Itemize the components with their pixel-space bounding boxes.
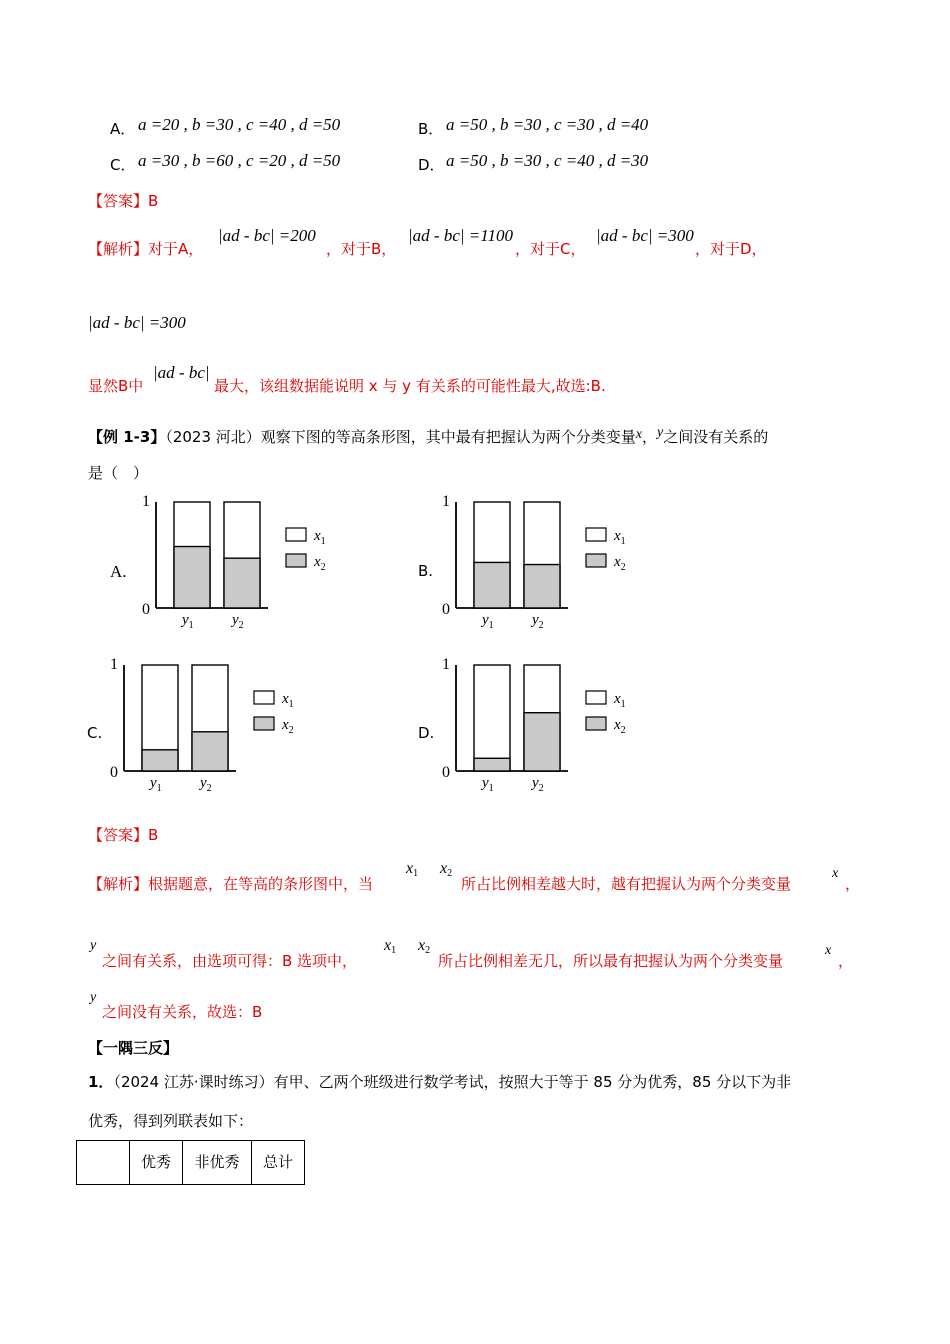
x-tick-label: $y_1$ (482, 612, 494, 631)
legend-swatch-x2 (586, 717, 606, 730)
example-tag: 【例 1-3】 (88, 428, 166, 446)
option-d-text: a =50 , b =30 , c =40 , d =30 (446, 151, 649, 170)
analysis-1-for-c: ，对于C， (515, 240, 586, 258)
chart-b-option: B. (418, 562, 434, 580)
legend-swatch-x1 (254, 691, 274, 704)
problem-1-text1: （2024 江苏·课时练习）有甲、乙两个班级进行数学考试，按照大于等于 85 分为优秀，85 分以下为非 (113, 1073, 792, 1091)
legend-swatch-x2 (286, 554, 306, 567)
analysis-2-x2: $x_2$ (440, 860, 453, 879)
option-a-label: A． (110, 120, 136, 138)
example-sep: ， (642, 428, 658, 446)
example-line1: （2023 河北）观察下图的等高条形图，其中最有把握认为两个分类变量 (165, 428, 636, 446)
x-tick-label: $y_2$ (232, 612, 244, 631)
x-tick-label: $y_1$ (482, 775, 494, 794)
bar-x2 (192, 732, 228, 771)
y-tick-label: 0 (110, 764, 118, 781)
y-tick-label: 0 (142, 601, 150, 618)
legend-label-x2: $x_2$ (314, 554, 326, 573)
analysis-2-l2-b: 所占比例相差无几，所以最有把握认为两个分类变量 (438, 952, 784, 970)
chart-d (438, 653, 626, 794)
y-tick-label: 0 (442, 601, 450, 618)
table-header-total: 总计 (252, 1141, 305, 1185)
analysis-2-l2-comma: ， (838, 952, 854, 970)
x-tick-label: $y_2$ (200, 775, 212, 794)
x-tick-label: $y_1$ (182, 612, 194, 631)
bar-x2 (524, 565, 560, 608)
x-tick-label: $y_2$ (532, 775, 544, 794)
problem-1-number: 1． (88, 1073, 114, 1091)
chart-a-option: A. (110, 562, 127, 581)
table-header-row (77, 1141, 305, 1185)
analysis-1-for-d: ，对于D， (695, 240, 767, 258)
option-c-text: a =30 , b =60 , c =20 , d =50 (138, 151, 341, 170)
option-c-label: C． (110, 156, 136, 174)
example-var-x: x (635, 427, 642, 442)
analysis-1-expr-a: |ad - bc| =200 (218, 226, 316, 245)
analysis-2-l1-mid: 所占比例相差越大时，越有把握认为两个分类变量 (461, 875, 792, 893)
bar-x2 (474, 758, 510, 771)
chart-a (138, 490, 326, 631)
analysis-1-expr-d: |ad - bc| =300 (88, 313, 186, 332)
legend-label-x2: $x_2$ (282, 717, 294, 736)
analysis-2-l2-x2: $x_2$ (418, 937, 431, 956)
legend-swatch-x2 (254, 717, 274, 730)
x-tick-label: $y_1$ (150, 775, 162, 794)
bar-x1 (474, 665, 510, 771)
analysis-2-l2-x: x (825, 943, 832, 958)
legend-swatch-x1 (586, 528, 606, 541)
legend-label-x1: $x_1$ (614, 528, 626, 547)
analysis-2-l3-y: y (90, 990, 97, 1005)
y-tick-label: 0 (442, 764, 450, 781)
legend-label-x2: $x_2$ (614, 717, 626, 736)
example-line2: 是（ ） (88, 464, 149, 482)
analysis-1-expr-c: |ad - bc| =300 (596, 226, 694, 245)
legend-label-x1: $x_1$ (614, 691, 626, 710)
analysis-2-l2-x1: $x_1$ (384, 937, 397, 956)
contingency-table (76, 1140, 305, 1185)
legend-label-x1: $x_1$ (314, 528, 326, 547)
legend-swatch-x1 (586, 691, 606, 704)
legend-label-x1: $x_1$ (282, 691, 294, 710)
analysis-1-conclusion-pre: 显然B中 (88, 377, 144, 395)
chart-d-option: D. (418, 724, 435, 742)
answer-2: 【答案】B (88, 826, 159, 844)
legend-label-x2: $x_2$ (614, 554, 626, 573)
analysis-1-expr-b: |ad - bc| =1100 (408, 226, 514, 245)
option-a-text: a =20 , b =30 , c =40 , d =50 (138, 115, 341, 134)
analysis-1-conclusion-expr: |ad - bc| (153, 363, 210, 382)
bar-x2 (524, 713, 560, 771)
table-header-excellent: 优秀 (130, 1141, 183, 1185)
y-tick-label: 1 (110, 656, 118, 673)
option-b-text: a =50 , b =30 , c =30 , d =40 (446, 115, 649, 134)
example-line1-end: 之间没有关系的 (663, 428, 769, 446)
analysis-2-l1-prefix: 【解析】根据题意，在等高的条形图中，当 (88, 875, 374, 893)
chart-b (438, 490, 626, 631)
example-var-y: y (657, 425, 664, 440)
bar-x2 (474, 562, 510, 608)
analysis-2-l1-x: x (832, 866, 839, 881)
analysis-2-l1-comma: ， (845, 875, 861, 893)
section-title: 【一隅三反】 (88, 1039, 179, 1057)
y-tick-label: 1 (142, 493, 150, 510)
problem-1-text2: 优秀，得到列联表如下： (88, 1112, 254, 1130)
bar-x2 (174, 547, 210, 608)
y-tick-label: 1 (442, 656, 450, 673)
bar-x2 (142, 750, 178, 771)
bar-x2 (224, 558, 260, 608)
table-header-empty (77, 1141, 130, 1185)
answer-1: 【答案】B (88, 192, 159, 210)
chart-c (106, 653, 294, 794)
legend-swatch-x2 (586, 554, 606, 567)
analysis-2-l2-a: 之间有关系，由选项可得：B 选项中， (102, 952, 358, 970)
analysis-2-l2-y: y (90, 938, 97, 953)
legend-swatch-x1 (286, 528, 306, 541)
analysis-1-prefix: 【解析】对于A， (88, 240, 204, 258)
chart-c-option: C. (87, 724, 103, 742)
table-header-not-excellent: 非优秀 (183, 1141, 252, 1185)
option-d-label: D． (418, 156, 445, 174)
analysis-2-x1: $x_1$ (406, 860, 419, 879)
analysis-1-conclusion-post: 最大，该组数据能说明 x 与 y 有关系的可能性最大,故选:B. (214, 377, 606, 395)
y-tick-label: 1 (442, 493, 450, 510)
analysis-1-for-b: ，对于B， (326, 240, 397, 258)
x-tick-label: $y_2$ (532, 612, 544, 631)
analysis-2-l3: 之间没有关系，故选：B (102, 1003, 263, 1021)
option-b-label: B． (418, 120, 444, 138)
